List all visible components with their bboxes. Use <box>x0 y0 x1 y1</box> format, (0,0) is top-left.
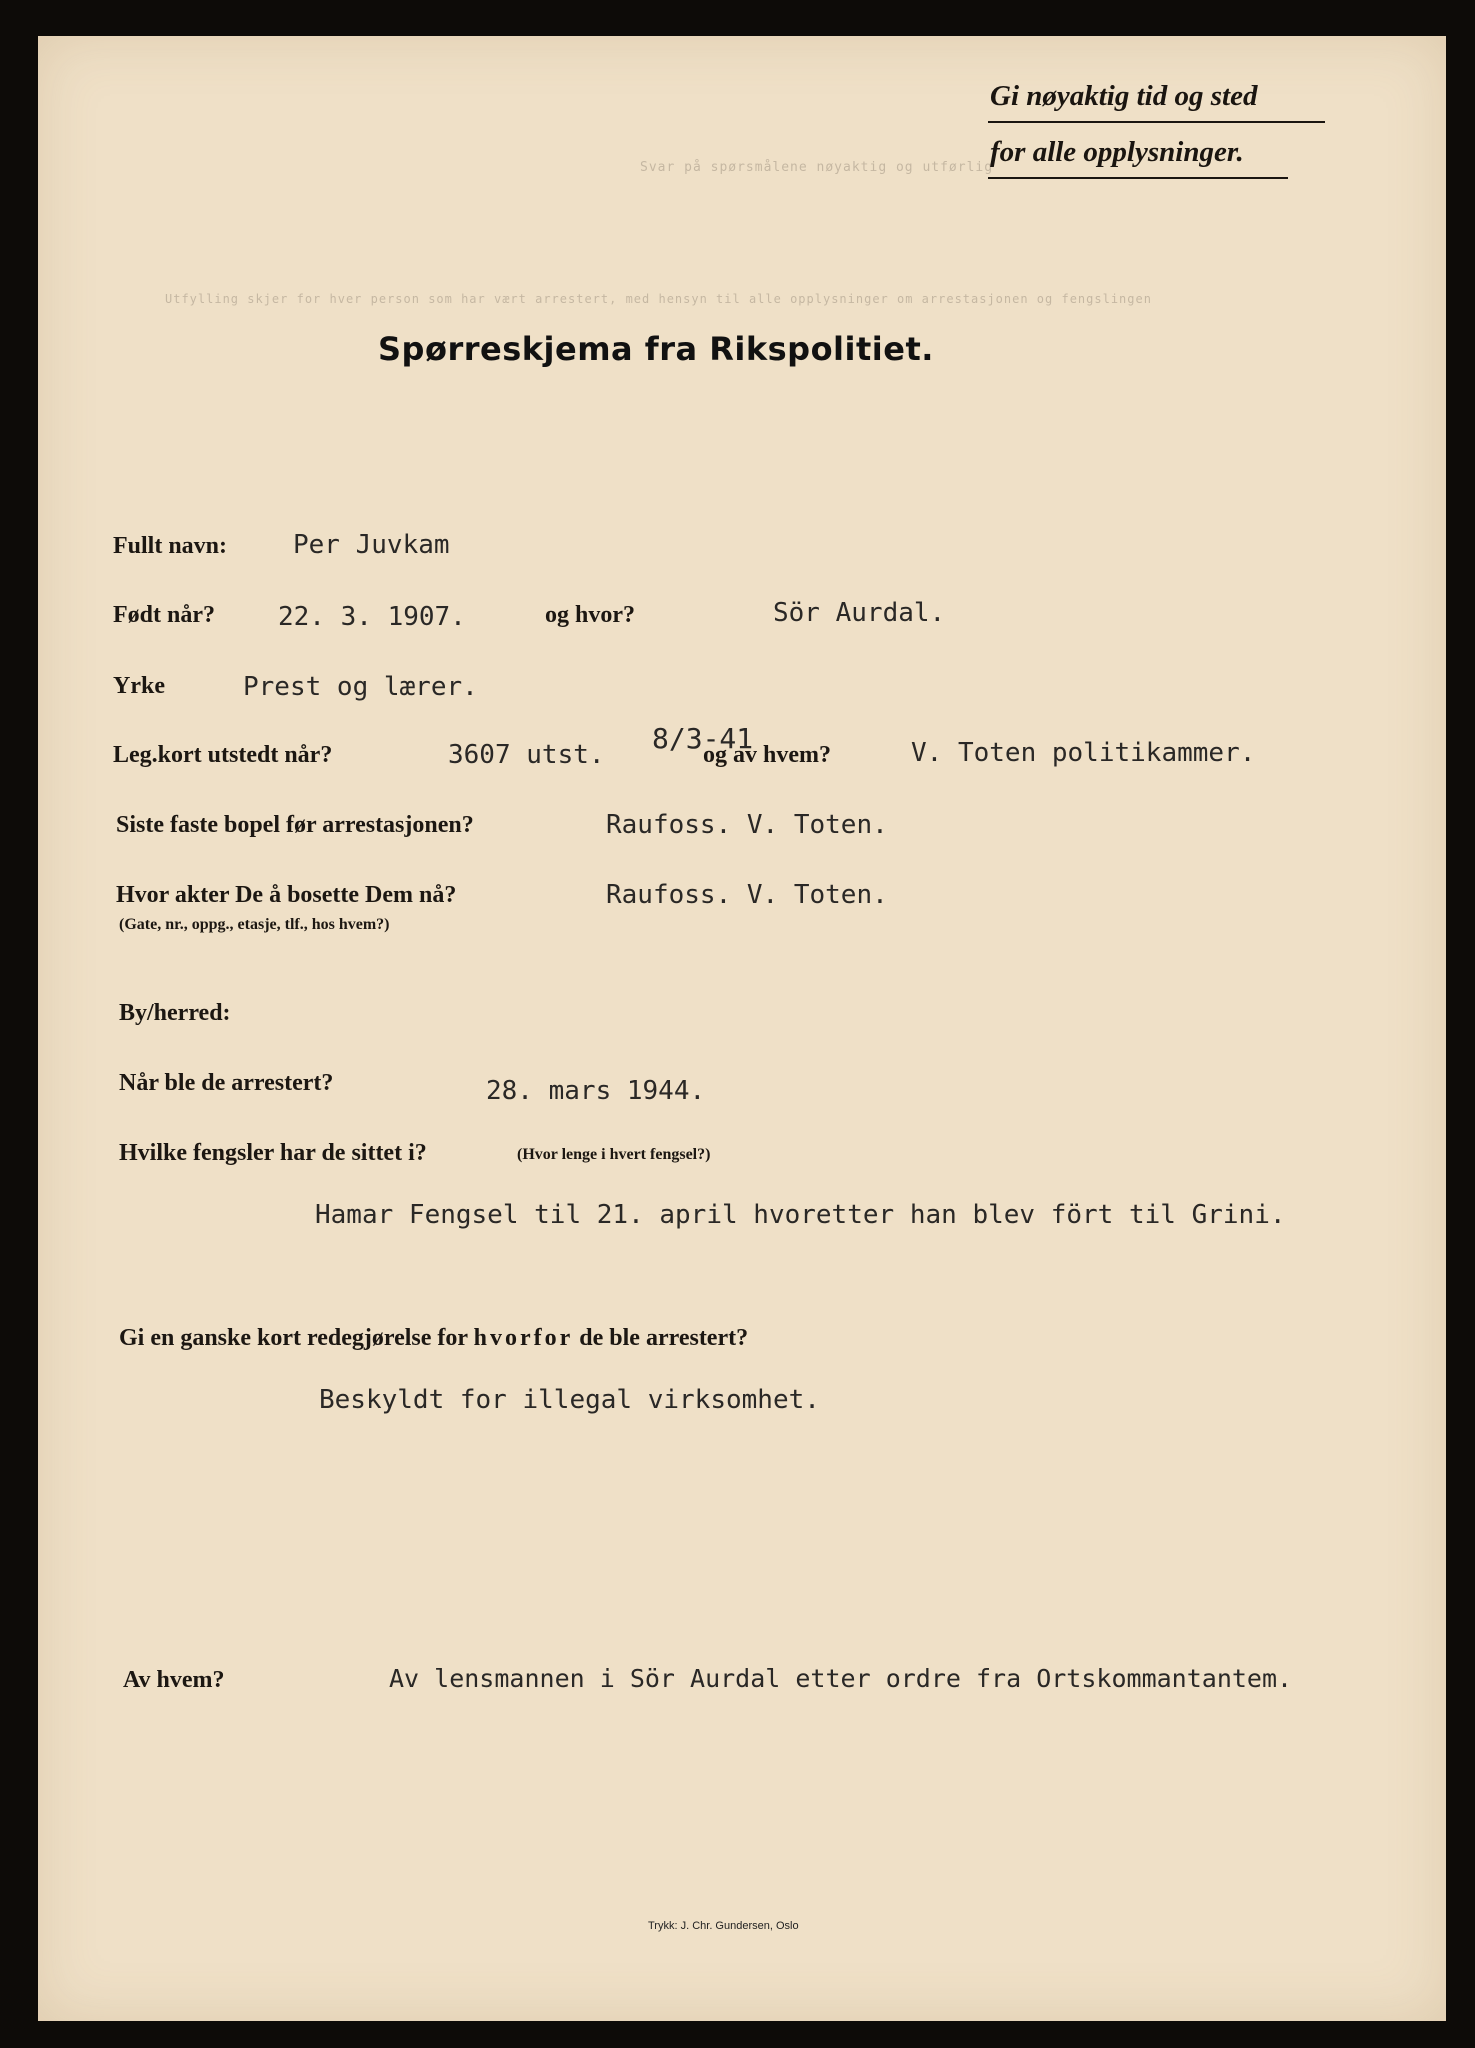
prisons-sublabel: (Hvor lenge i hvert fengsel?) <box>517 1146 711 1163</box>
intended-residence-label: Hvor akter De å bosette Dem nå? <box>116 882 457 908</box>
born-label: Født når? <box>113 602 215 628</box>
header-note-line1: Gi nøyaktig tid og sted <box>990 80 1258 112</box>
arrested-by-value: Av lensmannen i Sör Aurdal etter ordre fra Ortskommantantem. <box>389 1664 1293 1693</box>
id-card-by-value: V. Toten politikammer. <box>911 738 1256 768</box>
intended-residence-sublabel: (Gate, nr., oppg., etasje, tlf., hos hvem?) <box>119 916 390 933</box>
header-note-rule <box>988 121 1325 123</box>
reason-value: Beskyldt for illegal virksomhet. <box>319 1385 820 1415</box>
occupation-label: Yrke <box>113 673 165 699</box>
reason-label-pre: Gi en ganske kort redegjørelse for <box>119 1325 468 1351</box>
printer-credit: Trykk: J. Chr. Gundersen, Oslo <box>648 1920 799 1932</box>
last-residence-label: Siste faste bopel før arrestasjonen? <box>116 812 474 838</box>
born-where-value: Sör Aurdal. <box>773 598 946 628</box>
intended-residence-value: Raufoss. V. Toten. <box>606 880 888 910</box>
id-card-handwritten-date: 8/3-41 <box>652 722 754 755</box>
arrest-date-value: 28. mars 1944. <box>486 1076 706 1106</box>
full-name-value: Per Juvkam <box>293 530 450 560</box>
born-where-label: og hvor? <box>545 602 635 628</box>
faint-bleed-text-2: Utfylling skjer for hver person som har vært arrestert, med hensyn til alle opplysninger om arrestasjonen og fengslingen <box>165 292 1152 306</box>
prisons-value: Hamar Fengsel til 21. april hvoretter han blev fört til Grini. <box>315 1200 1286 1230</box>
born-date-value: 22. 3. 1907. <box>278 602 466 632</box>
header-note-line2: for alle opplysninger. <box>990 136 1244 168</box>
form-title: Spørreskjema fra Rikspolitiet. <box>378 330 934 368</box>
faint-bleed-text-1: Svar på spørsmålene nøyaktig og utførlig <box>640 160 994 175</box>
reason-label <box>119 1325 748 1352</box>
full-name-label: Fullt navn: <box>113 533 228 559</box>
reason-label-post: de ble arrestert? <box>579 1325 749 1351</box>
id-card-value: 3607 utst. <box>448 740 605 770</box>
town-label: By/herred: <box>119 1000 231 1026</box>
occupation-value: Prest og lærer. <box>243 672 478 702</box>
arrested-by-label: Av hvem? <box>123 1667 225 1693</box>
header-note-underline <box>988 177 1288 179</box>
prisons-label: Hvilke fengsler har de sittet i? <box>119 1140 427 1166</box>
arrest-date-label: Når ble de arrestert? <box>119 1070 334 1096</box>
reason-label-emphasis: hvorfor <box>473 1325 574 1351</box>
id-card-label: Leg.kort utstedt når? <box>113 742 333 768</box>
id-card-by-label: og av hvem? <box>703 742 831 768</box>
last-residence-value: Raufoss. V. Toten. <box>606 810 888 840</box>
